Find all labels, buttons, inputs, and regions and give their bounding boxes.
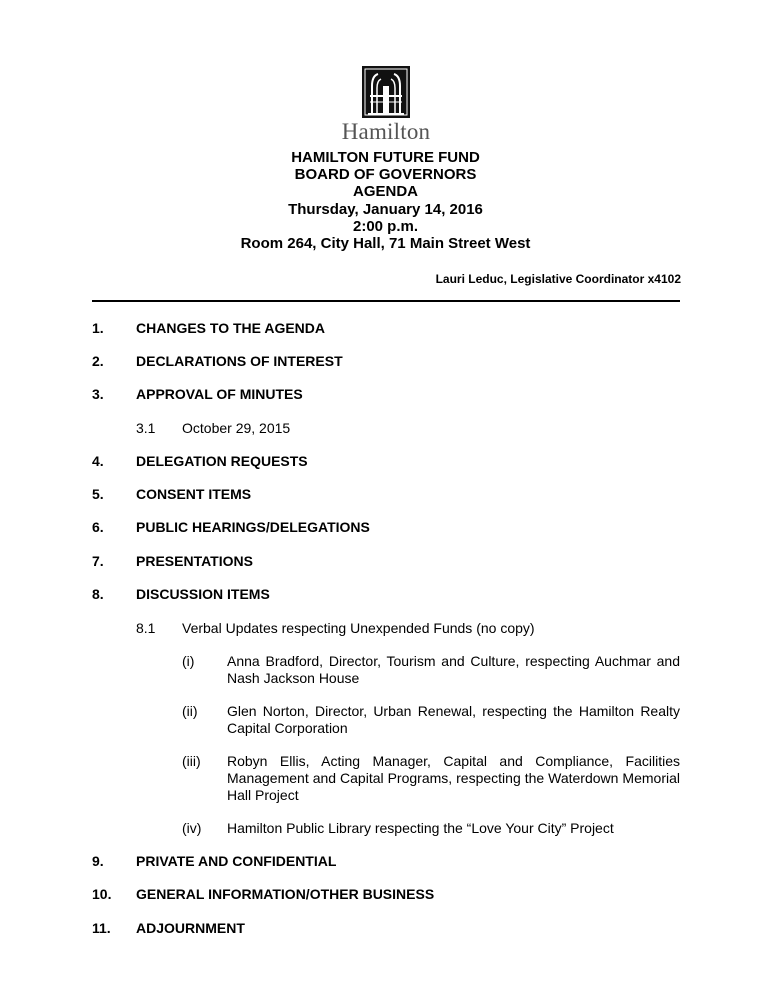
item-number: 7.: [92, 553, 104, 569]
sub-sub-item-number: (iv): [182, 820, 202, 836]
item-label: PRESENTATIONS: [136, 553, 253, 569]
header-org: HAMILTON FUTURE FUND: [291, 149, 480, 166]
item-number: 8.: [92, 586, 104, 602]
sub-sub-item-number: (iii): [182, 753, 201, 769]
sub-sub-item-text: Hamilton Public Library respecting the “Love Your City” Project: [227, 820, 614, 836]
item-label: ADJOURNMENT: [136, 920, 245, 936]
header-board: BOARD OF GOVERNORS: [294, 166, 477, 184]
item-label: DECLARATIONS OF INTEREST: [136, 353, 343, 369]
sub-item: [136, 620, 535, 636]
sub-sub-item-text: Glen Norton, Director, Urban Renewal, respecting the Hamilton Realty Capital Corporation: [227, 703, 680, 736]
agenda-item: [92, 586, 270, 602]
agenda-item: [92, 320, 325, 336]
sub-sub-item-number: (ii): [182, 703, 198, 719]
agenda-item: [92, 353, 343, 369]
sub-item-number: 8.1: [136, 620, 156, 636]
sub-item-number: 3.1: [136, 420, 156, 436]
coordinator-line: Lauri Leduc, Legislative Coordinator x4102: [435, 272, 681, 286]
agenda-item: [92, 519, 370, 535]
item-number: 10.: [92, 886, 112, 902]
header-date: Thursday, January 14, 2016: [288, 200, 483, 218]
item-label: APPROVAL OF MINUTES: [136, 386, 303, 402]
sub-sub-item: [182, 703, 680, 737]
agenda-item: [92, 920, 245, 936]
header-divider: [92, 300, 680, 302]
item-number: 5.: [92, 486, 104, 502]
item-label: PRIVATE AND CONFIDENTIAL: [136, 853, 337, 869]
sub-sub-item: [182, 820, 680, 837]
sub-item-label: Verbal Updates respecting Unexpended Funds (no copy): [182, 620, 535, 636]
agenda-item: [92, 453, 308, 469]
item-number: 4.: [92, 453, 104, 469]
header-location: Room 264, City Hall, 71 Main Street West: [240, 235, 531, 253]
item-number: 11.: [92, 920, 111, 936]
item-label: DELEGATION REQUESTS: [136, 453, 308, 469]
sub-item-label: October 29, 2015: [182, 420, 291, 436]
sub-sub-item-text: Anna Bradford, Director, Tourism and Culture, respecting Auchmar and Nash Jackson House: [227, 653, 680, 686]
agenda-item: [92, 386, 303, 402]
agenda-item: [92, 553, 253, 569]
sub-sub-item-text: Robyn Ellis, Acting Manager, Capital and Compliance, Facilities Management and Capital Programs, respecting the Waterdown Memorial Hall Project: [227, 753, 680, 803]
city-logo: [337, 66, 435, 144]
item-label: CHANGES TO THE AGENDA: [136, 320, 326, 336]
agenda-item: [92, 486, 251, 502]
item-label: PUBLIC HEARINGS/DELEGATIONS: [136, 519, 370, 535]
item-number: 9.: [92, 853, 104, 869]
item-label: CONSENT ITEMS: [136, 486, 252, 502]
item-label: GENERAL INFORMATION/OTHER BUSINESS: [136, 886, 435, 902]
header-time: 2:00 p.m.: [352, 217, 419, 235]
agenda-header: [0, 149, 771, 252]
sub-sub-item-number: (i): [182, 653, 195, 669]
logo-wordmark: Hamilton: [341, 119, 431, 144]
item-number: 1.: [92, 320, 104, 336]
agenda-item: [92, 853, 336, 869]
sub-sub-item: [182, 653, 680, 687]
sub-sub-item: [182, 753, 680, 804]
hamilton-logo-icon: [362, 66, 410, 118]
agenda-item: [92, 886, 434, 902]
item-label: DISCUSSION ITEMS: [136, 586, 270, 602]
sub-item: [136, 420, 290, 436]
item-number: 2.: [92, 353, 104, 369]
item-number: 6.: [92, 519, 104, 535]
item-number: 3.: [92, 386, 104, 402]
header-doc-type: AGENDA: [352, 183, 418, 201]
